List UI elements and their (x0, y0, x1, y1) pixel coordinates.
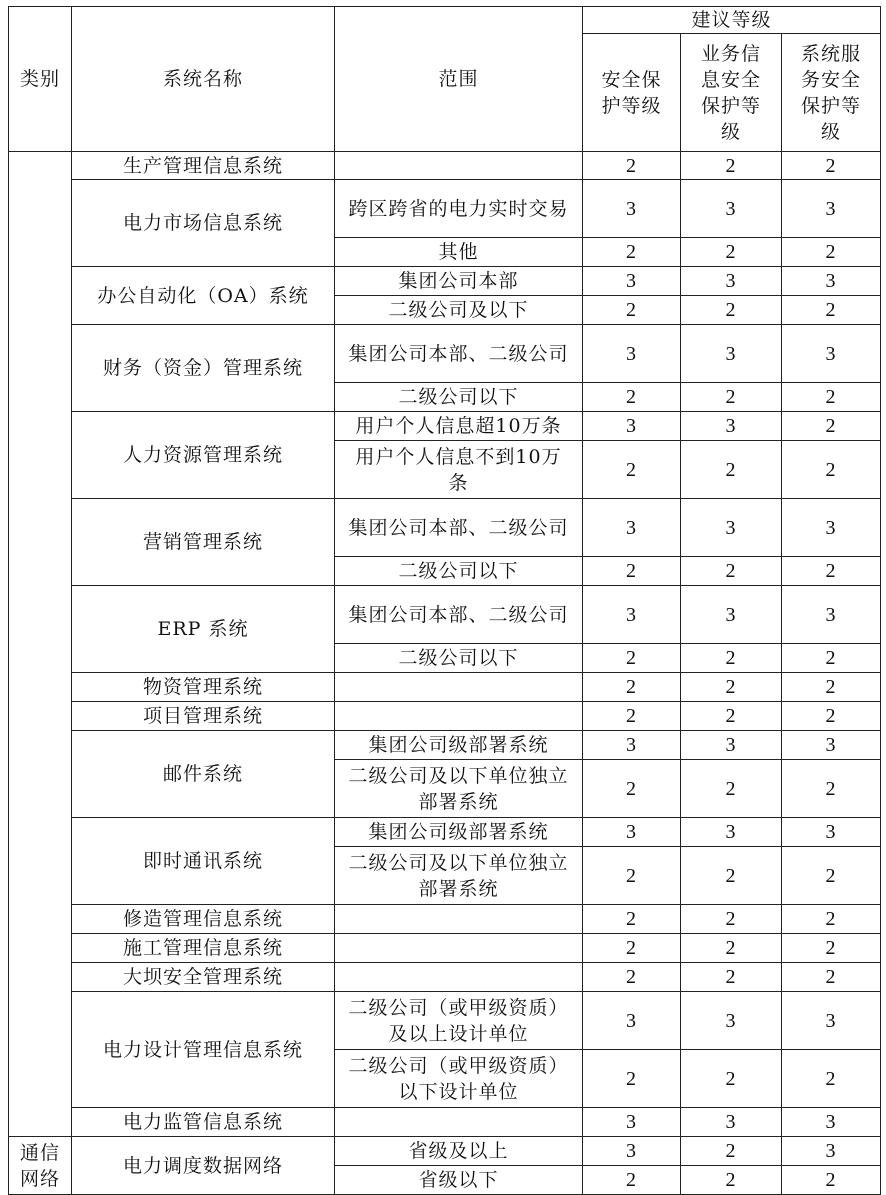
business-level-cell: 2 (681, 760, 782, 818)
table-row (9, 963, 881, 992)
security-level-cell: 2 (583, 760, 681, 818)
scope-cell: 集团公司本部、二级公司 (335, 499, 583, 557)
scope-cell: 二级公司及以下 (335, 296, 583, 325)
business-level-cell: 2 (681, 934, 782, 963)
security-level-cell: 2 (583, 934, 681, 963)
service-level-cell: 3 (782, 992, 881, 1050)
service-level-cell: 2 (782, 702, 881, 731)
header-recommended-level: 建议等级 (583, 7, 881, 34)
business-level-cell: 2 (681, 383, 782, 412)
business-level-cell: 3 (681, 412, 782, 441)
business-level-cell: 3 (681, 267, 782, 296)
table-row (9, 586, 881, 644)
security-level-table (8, 6, 881, 1195)
system-name-cell: 办公自动化（OA）系统 (72, 267, 335, 325)
system-name-cell: 即时通讯系统 (72, 818, 335, 905)
security-level-cell: 2 (583, 963, 681, 992)
table-row (9, 412, 881, 441)
service-level-cell: 3 (782, 731, 881, 760)
business-level-cell: 2 (681, 441, 782, 499)
scope-cell (335, 673, 583, 702)
service-level-cell: 2 (782, 441, 881, 499)
table-row (9, 673, 881, 702)
scope-cell (335, 905, 583, 934)
service-level-cell: 2 (782, 760, 881, 818)
system-name-cell: 财务（资金）管理系统 (72, 325, 335, 412)
category-cell (9, 152, 72, 1137)
system-name-cell: 修造管理信息系统 (72, 905, 335, 934)
table-row (9, 152, 881, 180)
scope-cell: 省级以下 (335, 1166, 583, 1195)
security-level-cell: 3 (583, 267, 681, 296)
security-level-cell: 2 (583, 673, 681, 702)
scope-cell: 跨区跨省的电力实时交易 (335, 180, 583, 238)
service-level-cell: 2 (782, 673, 881, 702)
header-business-level: 业务信息安全保护等级 (681, 34, 782, 152)
service-level-cell: 2 (782, 238, 881, 267)
service-level-cell: 3 (782, 325, 881, 383)
security-level-cell: 3 (583, 586, 681, 644)
business-level-cell: 2 (681, 702, 782, 731)
service-level-cell: 2 (782, 412, 881, 441)
table-row (9, 992, 881, 1050)
business-level-cell: 2 (681, 847, 782, 905)
scope-cell: 二级公司及以下单位独立部署系统 (335, 847, 583, 905)
business-level-cell: 2 (681, 963, 782, 992)
security-level-cell: 2 (583, 296, 681, 325)
business-level-cell: 2 (681, 673, 782, 702)
security-level-cell: 3 (583, 325, 681, 383)
scope-cell: 二级公司以下 (335, 383, 583, 412)
table-body (9, 152, 881, 1195)
business-level-cell: 3 (681, 586, 782, 644)
service-level-cell: 3 (782, 499, 881, 557)
service-level-cell: 3 (782, 1137, 881, 1166)
table-row (9, 905, 881, 934)
service-level-cell: 2 (782, 905, 881, 934)
service-level-cell: 2 (782, 1166, 881, 1195)
service-level-cell: 2 (782, 1050, 881, 1108)
service-level-cell: 2 (782, 296, 881, 325)
table-row (9, 180, 881, 238)
business-level-cell: 2 (681, 238, 782, 267)
security-level-cell: 2 (583, 644, 681, 673)
business-level-cell: 3 (681, 731, 782, 760)
scope-cell: 集团公司本部、二级公司 (335, 325, 583, 383)
scope-cell: 集团公司本部 (335, 267, 583, 296)
service-level-cell: 3 (782, 1108, 881, 1137)
table-row (9, 702, 881, 731)
security-level-cell: 2 (583, 152, 681, 180)
business-level-cell: 3 (681, 818, 782, 847)
security-level-cell: 3 (583, 499, 681, 557)
security-level-cell: 2 (583, 702, 681, 731)
table-row (9, 1137, 881, 1166)
business-level-cell: 2 (681, 1137, 782, 1166)
service-level-cell: 2 (782, 152, 881, 180)
security-level-cell: 2 (583, 1050, 681, 1108)
business-level-cell: 2 (681, 296, 782, 325)
header-system-name: 系统名称 (72, 7, 335, 152)
security-level-cell: 2 (583, 905, 681, 934)
scope-cell (335, 963, 583, 992)
scope-cell (335, 934, 583, 963)
service-level-cell: 2 (782, 644, 881, 673)
system-name-cell: 物资管理系统 (72, 673, 335, 702)
scope-cell: 省级及以上 (335, 1137, 583, 1166)
scope-cell: 集团公司级部署系统 (335, 731, 583, 760)
scope-cell: 二级公司及以下单位独立部署系统 (335, 760, 583, 818)
header-scope: 范围 (335, 7, 583, 152)
header-security-level: 安全保护等级 (583, 34, 681, 152)
scope-cell (335, 1108, 583, 1137)
business-level-cell: 3 (681, 180, 782, 238)
category-cell: 通信网络 (9, 1137, 72, 1195)
table-row (9, 499, 881, 557)
scope-cell: 集团公司级部署系统 (335, 818, 583, 847)
system-name-cell: 电力设计管理信息系统 (72, 992, 335, 1108)
security-level-cell: 2 (583, 847, 681, 905)
header-service-level: 系统服务安全保护等级 (782, 34, 881, 152)
scope-cell: 用户个人信息不到10万条 (335, 441, 583, 499)
service-level-cell: 2 (782, 557, 881, 586)
system-name-cell: 大坝安全管理系统 (72, 963, 335, 992)
system-name-cell: 项目管理系统 (72, 702, 335, 731)
service-level-cell: 2 (782, 383, 881, 412)
system-name-cell: 人力资源管理系统 (72, 412, 335, 499)
scope-cell: 二级公司以下 (335, 644, 583, 673)
security-level-cell: 2 (583, 441, 681, 499)
table-row (9, 818, 881, 847)
table-row (9, 934, 881, 963)
scope-cell: 用户个人信息超10万条 (335, 412, 583, 441)
table-row (9, 267, 881, 296)
security-level-cell: 2 (583, 238, 681, 267)
service-level-cell: 3 (782, 267, 881, 296)
header-category: 类别 (9, 7, 72, 152)
business-level-cell: 2 (681, 152, 782, 180)
system-name-cell: 施工管理信息系统 (72, 934, 335, 963)
business-level-cell: 3 (681, 992, 782, 1050)
system-name-cell: 生产管理信息系统 (72, 152, 335, 180)
scope-cell: 集团公司本部、二级公司 (335, 586, 583, 644)
system-name-cell: 营销管理系统 (72, 499, 335, 586)
scope-cell (335, 702, 583, 731)
business-level-cell: 2 (681, 644, 782, 673)
system-name-cell: 邮件系统 (72, 731, 335, 818)
service-level-cell: 2 (782, 934, 881, 963)
service-level-cell: 2 (782, 847, 881, 905)
security-level-cell: 3 (583, 1108, 681, 1137)
business-level-cell: 2 (681, 1166, 782, 1195)
security-level-cell: 3 (583, 992, 681, 1050)
business-level-cell: 2 (681, 557, 782, 586)
business-level-cell: 2 (681, 905, 782, 934)
service-level-cell: 3 (782, 586, 881, 644)
business-level-cell: 3 (681, 499, 782, 557)
table-row (9, 1108, 881, 1137)
table-row (9, 325, 881, 383)
scope-cell: 二级公司（或甲级资质）及以上设计单位 (335, 992, 583, 1050)
scope-cell (335, 152, 583, 180)
security-level-cell: 3 (583, 412, 681, 441)
business-level-cell: 2 (681, 1050, 782, 1108)
system-name-cell: 电力监管信息系统 (72, 1108, 335, 1137)
service-level-cell: 2 (782, 963, 881, 992)
table-row (9, 731, 881, 760)
security-level-cell: 3 (583, 731, 681, 760)
scope-cell: 二级公司（或甲级资质）以下设计单位 (335, 1050, 583, 1108)
business-level-cell: 3 (681, 325, 782, 383)
scope-cell: 二级公司以下 (335, 557, 583, 586)
system-name-cell: 电力市场信息系统 (72, 180, 335, 267)
security-level-cell: 3 (583, 1137, 681, 1166)
security-level-cell: 2 (583, 557, 681, 586)
security-level-cell: 3 (583, 818, 681, 847)
system-name-cell: 电力调度数据网络 (72, 1137, 335, 1195)
security-level-cell: 3 (583, 180, 681, 238)
security-level-cell: 2 (583, 1166, 681, 1195)
service-level-cell: 3 (782, 180, 881, 238)
security-level-cell: 2 (583, 383, 681, 412)
service-level-cell: 3 (782, 818, 881, 847)
system-name-cell: ERP 系统 (72, 586, 335, 673)
scope-cell: 其他 (335, 238, 583, 267)
business-level-cell: 3 (681, 1108, 782, 1137)
